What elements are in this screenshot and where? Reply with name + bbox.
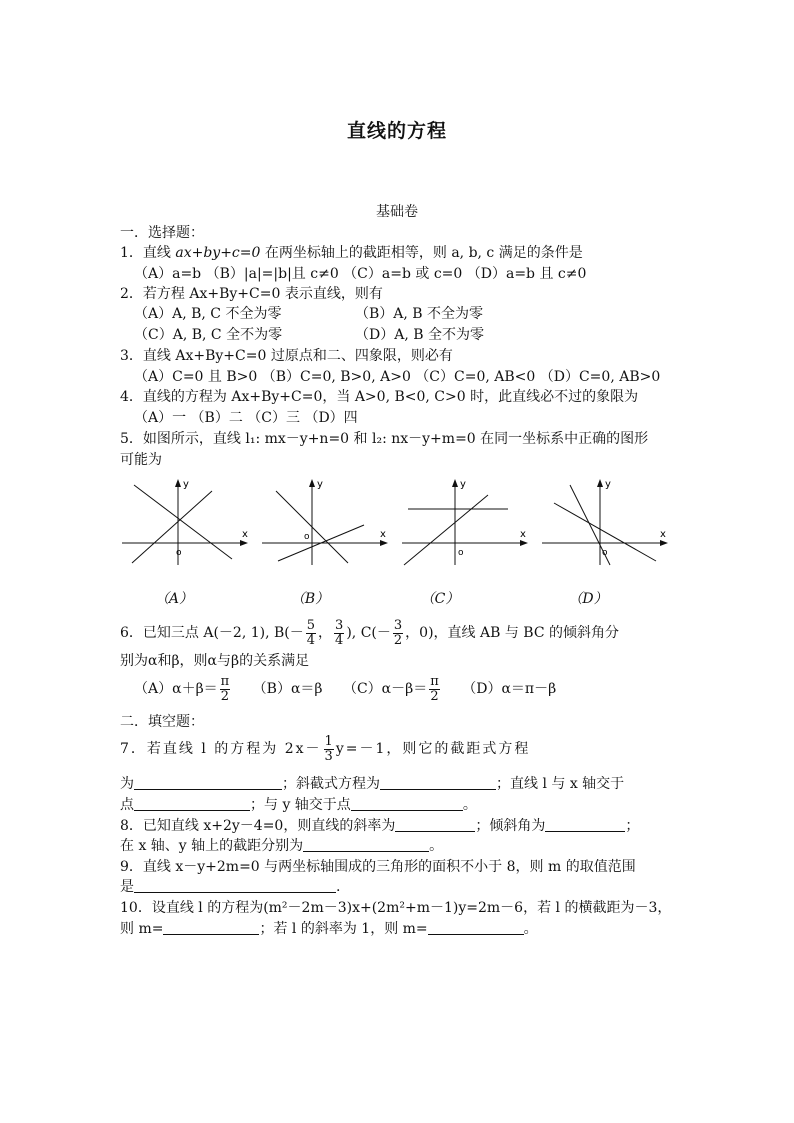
section-title: 基础卷	[376, 204, 418, 220]
question-2-stem: 2．若方程 Ax+By+C=0 表示直线，则有	[120, 286, 383, 302]
question-10-line2: 则 m= ；若 l 的斜率为 1，则 m= 。	[120, 921, 538, 937]
answer-blank-inclination[interactable]	[545, 817, 625, 832]
question-1-options: （A）a=b （B）|a|=|b|且 c≠0 （C）a=b 或 c=0 （D）a=b 且 c≠0	[134, 266, 587, 282]
question-5-stem: 5．如图所示，直线 l₁: mx－y+n=0 和 l₂: nx－y+m=0 在同一坐标系中正确的图形	[120, 431, 649, 447]
question-7-stem: 7．若直线 l 的方程为 2x－ $\frac{1}{3}$ y=－1，则它的截距式方程	[120, 733, 531, 764]
question-7-line2: 为 ；斜截式方程为 ；直线 l 与 x 轴交于	[120, 776, 625, 792]
answer-blank-slope[interactable]	[395, 817, 475, 832]
answer-blank-x-intersection[interactable]	[134, 796, 250, 811]
figure-d-label: （D）	[568, 591, 608, 607]
question-10-line1: 10．设直线 l 的方程为(m²－2m－3)x+(2m²+m－1)y=2m－6，若 l 的横截距为－3，	[120, 900, 672, 916]
question-6-stem: 6．已知三点 A(－2, 1), B(－ $\frac{5}{4}$ ， $\frac{3}{4}$ ), C(－ $\frac{3}{2}$ ，0)，直线 AB 与 BC 的倾斜角分	[120, 617, 619, 648]
x-label: x	[242, 529, 248, 540]
answer-blank-y-intersection[interactable]	[351, 796, 463, 811]
question-6-stem-cont: 别为α和β，则α与β的关系满足	[120, 653, 310, 669]
figure-b-label: （B）	[290, 591, 330, 607]
origin-label: o	[304, 532, 310, 542]
question-4-stem: 4．直线的方程为 Ax+By+C=0，当 A>0, B<0, C>0 时，此直线必不过的象限为	[120, 389, 639, 405]
origin-label: o	[458, 548, 464, 558]
fraction-pi-2-c: $\frac{\pi}{2}$	[430, 673, 439, 704]
x-label: x	[520, 529, 526, 540]
answer-blank-intercepts[interactable]	[303, 837, 429, 852]
figure-d	[540, 477, 670, 567]
figure-b	[260, 477, 390, 567]
question-9-line1: 9．直线 x－y+2m=0 与两坐标轴围成的三角形的面积不小于 8，则 m 的取值范围	[120, 859, 636, 875]
x-arrow-icon	[660, 540, 668, 546]
question-9-line2: 是 .	[120, 879, 341, 895]
fraction-1-3: $\frac{1}{3}$	[324, 733, 333, 764]
x-arrow-icon	[380, 540, 388, 546]
figure-a-label: （A）	[154, 591, 194, 607]
x-arrow-icon	[520, 540, 528, 546]
y-arrow-icon	[309, 479, 315, 487]
part1-heading: 一．选择题：	[120, 225, 204, 241]
figure-c	[400, 477, 530, 567]
line-l2	[404, 495, 488, 565]
question-3-stem: 3．直线 Ax+By+C=0 过原点和二、四象限，则必有	[120, 348, 453, 364]
answer-blank-m-value-2[interactable]	[428, 920, 524, 935]
x-arrow-icon	[240, 540, 248, 546]
answer-blank-slope-intercept[interactable]	[380, 775, 496, 790]
y-label: y	[183, 479, 189, 490]
answer-blank-m-value-1[interactable]	[163, 920, 259, 935]
question-2-option-b: （B）A, B 不全为零	[355, 306, 484, 322]
y-arrow-icon	[175, 479, 181, 487]
question-7-line3: 点 ；与 y 轴交于点 。	[120, 797, 477, 813]
origin-label: o	[176, 548, 182, 558]
question-2-option-c: （C）A, B, C 全不为零	[134, 327, 283, 343]
question-1-stem: 1．直线 ax+by+c=0 在两坐标轴上的截距相等，则 a, b, c 满足的条件是	[120, 245, 583, 261]
answer-blank-intercept-form[interactable]	[134, 775, 282, 790]
question-4-options: （A）一 （B）二 （C）三 （D）四	[134, 410, 358, 426]
y-arrow-icon	[452, 479, 458, 487]
y-label: y	[460, 479, 466, 490]
fraction-pi-2: $\frac{\pi}{2}$	[220, 673, 230, 704]
part2-heading: 二．填空题：	[120, 714, 204, 730]
y-arrow-icon	[597, 479, 603, 487]
answer-blank-m-range[interactable]	[134, 878, 336, 893]
question-6-options: （A）α＋β＝ $\frac{\pi}{2}$ （B）α＝β （C）α－β＝ $\frac{\pi}{2}$ （D）α＝π－β	[134, 673, 557, 704]
x-label: x	[660, 529, 666, 540]
figure-c-label: （C）	[420, 591, 460, 607]
line-l2	[132, 491, 212, 563]
page-title: 直线的方程	[346, 120, 447, 142]
fraction-3-2: $\frac{3}{2}$	[393, 617, 403, 648]
y-label: y	[317, 479, 323, 490]
question-8-line1: 8．已知直线 x+2y－4=0，则直线的斜率为 ；倾斜角为 ；	[120, 818, 640, 834]
line-l2	[570, 485, 610, 565]
x-label: x	[380, 529, 386, 540]
question-5-stem-cont: 可能为	[120, 452, 162, 468]
question-2-option-d: （D）A, B 全不为零	[355, 327, 484, 343]
y-label: y	[605, 479, 611, 490]
fraction-5-4: $\frac{5}{4}$	[306, 617, 316, 648]
figure-a	[120, 477, 250, 567]
fraction-3-4: $\frac{3}{4}$	[335, 617, 344, 648]
question-2-option-a: （A）A, B, C 不全为零	[134, 306, 282, 322]
question-8-line2: 在 x 轴、y 轴上的截距分别为 。	[120, 838, 444, 854]
origin-label: o	[602, 548, 608, 558]
question-3-options: （A）C=0 且 B>0 （B）C=0, B>0, A>0 （C）C=0, AB<0 （D）C=0, AB>0	[134, 369, 661, 385]
